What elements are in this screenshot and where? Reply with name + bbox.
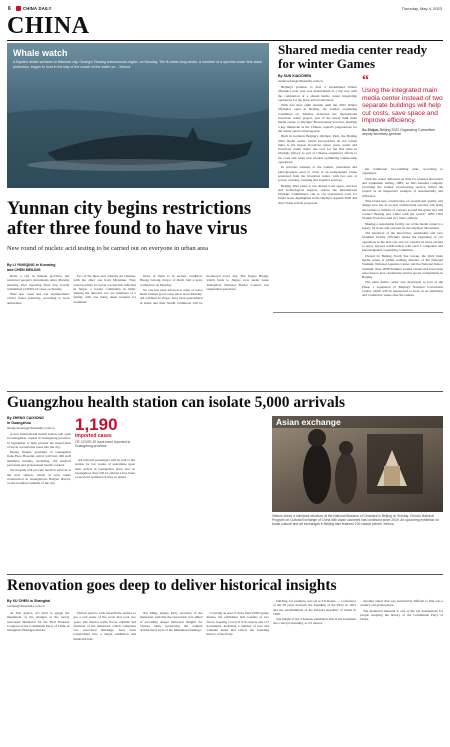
beijing-paragraph: Owned by Beijing North Star Group, the 2022 main media center is within walking distance of the National Stadium, National Aquatics Center and the National Indoor Stadium, three 2008 Summer Games venues that have been renovated to host ceremonies and ice sports competitions in Beijing.	[362, 253, 443, 280]
imported-cases-caption: OF COVID-19 have been reported in Guangdong province.	[75, 440, 131, 449]
guangzhou-body-col2	[75, 458, 135, 570]
section-title: CHINA	[7, 13, 90, 39]
yunnan-body	[7, 274, 269, 390]
yunnan-headline: Yunnan city begins restrictions after three found to have virus	[7, 199, 252, 239]
beijing-paragraph: With less than eight months until the 2022 Winter Olympics open in Beijing, the Games' organizing committee on Tuesday delivered the international broadcast center project, part of the newly built main media center, to Olympic Broadcasting Services, marking a key milestone as the Chinese capital's preparations for the winter sports extravaganza.	[278, 103, 357, 133]
beijing-paragraph: The handover of the innovative, sustainable and very beautiful facility officially marks the beginning of our operations in the host city and we couldn't be more excited to enjoy beyond collaboration with such a competent and knowledgeable organizing committee.	[362, 231, 443, 253]
quote-attribution-name: Xu Zhijun,	[362, 127, 379, 132]
renovation-paragraph: At first glance, it's hard to gauge the magnitude of the changes at the newly renovated Memorial for the First National Congress of the Communist Party of China in Shanghai's Huangpu district.	[7, 611, 70, 633]
paper-name: CHINA DAILY	[23, 6, 52, 11]
beijing-paragraph: Built in northern Beijing's Olympic Park, the Beijing 2022 media center, which incorporates all hot transit hubs, is the largest broadcast center, press center and broadcast center under one roof for the first time in Olympic history as part of Chinese organizers' efforts to cut costs and adopt new models optimizing Games-time operations.	[278, 134, 357, 165]
renovation-paragraph: Another object that was particularly difficult to find was a century-old gramophone.	[360, 599, 443, 608]
renovation-byline: By XU CHEN in Shanghai	[7, 599, 51, 603]
guangzhou-byline-2: in Guangzhou	[7, 420, 31, 425]
yunnan-subhead: New round of nucleic acid testing to be carried out on everyone in urban area	[7, 245, 209, 252]
paper-logo-icon	[16, 6, 21, 11]
beijing-paragraph: This brand-new construction of exceptional quality and design now sits as an epic architectural one that will bring the Games to billions of viewers around the globe and will connect Beijing and China with the world," OBS CEO Yiannis Exarchos said in a video address.	[362, 199, 443, 221]
yunnan-byline-2: and CHEN MEILING	[7, 267, 41, 272]
renovation-email: xuchen@chinadaily.com.cn	[7, 604, 45, 608]
asian-exchange-label: Asian exchange	[276, 417, 341, 427]
renovation-paragraph: Covering an area of more than 9,000 square meters, the exhibition hall consists of two floors, housing a total of 612 objects and 117 documents, including a number of rare and valuable items that reflect the founding history of the Party.	[206, 611, 269, 637]
beijing-paragraph: The main media center was developed as part of the Phase 1 expansion of Beijing's National Convention Center, which will be repurposed to serve as an exhibition and conference venue after the Games.	[362, 280, 443, 298]
imported-cases-label: imported cases	[75, 433, 112, 439]
issue-date: Thursday, May 4, 2023	[401, 6, 442, 11]
renovation-body-right	[273, 599, 443, 743]
guangzhou-headline: Guangzhou health station can isolate 5,000 arrivals	[7, 394, 346, 411]
page-number: 6	[8, 6, 11, 12]
renovation-paragraph: Visitors need to look beneath the surface to get a real sense of the work that took two years. The interior walls, floors, exhibits and furniture of the memorial, which comprises two renovated buildings, have been transformed into a single exhibition and memorial hall.	[73, 611, 136, 641]
guangzhou-byline-1: By ZHENG CAIXIONG	[7, 416, 44, 420]
yunnan-divider	[273, 312, 443, 313]
renovation-paragraph: building, for example, was set at 3.8 meters — a reference to the 28 years between the founding of the Party in 1921 and the establishment of the People's Republic of China in 1949.	[273, 599, 356, 616]
beijing-headline: Shared media center ready for winter Games	[278, 42, 428, 71]
guangzhou-email: zhengcaixiong@chinadaily.com.cn	[7, 426, 55, 430]
yunnan-paragraph: Two of the three new patients are Chinese, with the other one from Myanmar. They tested positive for novel coronavirus infection in Jiegao, a border community in Ruili. Among the infected, two are members of a family, with one being taken hospital for treatment.	[73, 274, 136, 304]
renovation-paragraph: Xia Ming, deputy Party secretary of the memorial, said that the renovation was aimed at providing deeper historical insights for visitors while preserving the original architectural style of the Shikumen buildings.	[140, 611, 203, 633]
imported-cases-number: 1,190	[75, 415, 118, 434]
renovation-body	[7, 611, 269, 743]
guangzhou-byline	[7, 416, 69, 425]
quote-attribution-title: Beijing 2022 Organizing Committee deputy secretary-general	[362, 127, 435, 136]
renovation-divider	[7, 574, 443, 575]
beijing-paragraph: Beijing's promise to host a streamlined Winter Olympics next year was materialized in a big way with the completion of a shared media center integrating operations for the press and broadcasters.	[278, 85, 357, 102]
beijing-paragraph: the traditional two-building plan, according to organizers.	[362, 167, 443, 176]
yunnan-paragraph: None of them is in serious condition. Huang Lidong, mayor of Ruili, told a news conference on Monday.	[140, 274, 203, 287]
asian-exchange-image	[272, 416, 443, 512]
masthead-rule	[7, 40, 443, 41]
yunnan-paragraph: No one has been allowed to enter or leave Ruili without good cause since noon Monday. All residents in Jiegao have been quarantined at home and their health conditions will be monitored every day. The Jiegao Bridge, which leads to Jiegao, now under Guan Xiangzhou National Border Control, has suspended operations.	[140, 274, 269, 305]
yunnan-byline	[7, 263, 71, 272]
beijing-paragraph: In previous editions of the Games, journalists and photographers used to work at an independent venue separated from the broadcast center, with two sets of power, catering, cleaning and logistics services.	[278, 165, 357, 183]
beijing-quote: Using the integrated main media center instead of two separate buildings will help cut costs, save space and improve efficiency.	[362, 87, 443, 124]
whale-caption: A Bryde's whale surfaces in Mischan city, Guangxi Zhuang autonomous region, on Monday. The 8-meter-long whale, a member of a species under first-class protection, began to hunt in the bay of the mouth of the water on... Xinhua	[13, 60, 262, 69]
yunnan-paragraph: Ruili, a city in Yunnan province, has restricted people's movements since Monday morning after reporting three new locally transmitted COVID-19 cases on Sunday.	[7, 274, 70, 291]
beijing-paragraph: Making a sustainable facility out of the media center is a legacy for hosts and a model for the Olympic Movement.	[362, 221, 443, 230]
beijing-paragraph: With the center delivered on time for internal decoration and equipment testing, OBS, an IOC-founded company providing the Games' broadcasting service, hailed the project as an impressive example of sustainability and efficiency.	[362, 176, 443, 198]
renovation-headline: Renovation goes deep to deliver historical insights	[7, 577, 337, 594]
beijing-email: sunxiaochen@chinadaily.com.cn	[278, 79, 323, 83]
whale-label: Whale watch	[13, 48, 68, 58]
guangzhou-paragraph: We hospital will provide medical services at the new station, which is now under construction in Guangzhou's Baiyun district, on the northern outskirts of the city.	[7, 468, 71, 486]
renovation-paragraph: The height of the 5.8-meter exhibition hall in the basement also conveys meaning, at 4.5 meters.	[273, 617, 356, 626]
guangzhou-paragraph: Huang Xiekui, president of Guangzhou Jiahe Ezeo Hospital, said it will have 400 staff members initially, including 150 medical personnel and professional health workers.	[7, 450, 71, 468]
beijing-paragraph: Beijing 2022 plans to use shared work space, services and technological support, reduce the International Olympic Committee's call to cut operational costs for future hosts, highlighted in the Olympic Agenda 2020 and New Norm reform proposals.	[278, 183, 357, 205]
beijing-byline: By SUN XIAOCHEN	[278, 74, 312, 78]
whale-photo	[7, 43, 269, 188]
beijing-body-col1	[278, 85, 357, 308]
guangzhou-body-col1	[7, 432, 71, 570]
renovation-paragraph: The memorial museum is one of the top destinations for people studying the history of the Communist Party of China.	[360, 608, 443, 622]
guangzhou-paragraph: All inbound passengers will be sent to the station for two weeks of quarantine upon their arrival in Guangzhou since now in Guangzhou, they will be offered a free hotel or serviced residence if they so desire.	[75, 458, 135, 480]
asian-exchange-caption: Visitors check a miniature structure at the National Museum of Ceramics in Beijing on Sunday. China's National Program on Cultural Exchange of China with Asian countries has continued since 2019. An upcoming exhibition on Asian cultural and art exchanges in Beijing also features 100 classic pieces. Xinhua	[272, 514, 439, 527]
asian-exchange-photo	[272, 416, 443, 512]
beijing-body-col2	[362, 167, 443, 308]
beijing-quote-block	[362, 75, 443, 163]
yunnan-paragraph: Nine new cases and one asymptomatic carrier found yesterday, according to local authorities.	[7, 292, 70, 305]
yunnan-byline-1: By LI YINGQING in Kunming	[7, 263, 56, 267]
masthead	[8, 5, 442, 13]
guangzhou-divider	[7, 391, 443, 392]
quote-mark-icon: “	[362, 73, 369, 88]
guangzhou-paragraph: A new international health station will open in Guangzhou, capital of Guangdong province, in September to help prevent the importation of novel coronavirus cases into the city.	[7, 432, 71, 449]
guangzhou-stat-block	[75, 416, 135, 456]
